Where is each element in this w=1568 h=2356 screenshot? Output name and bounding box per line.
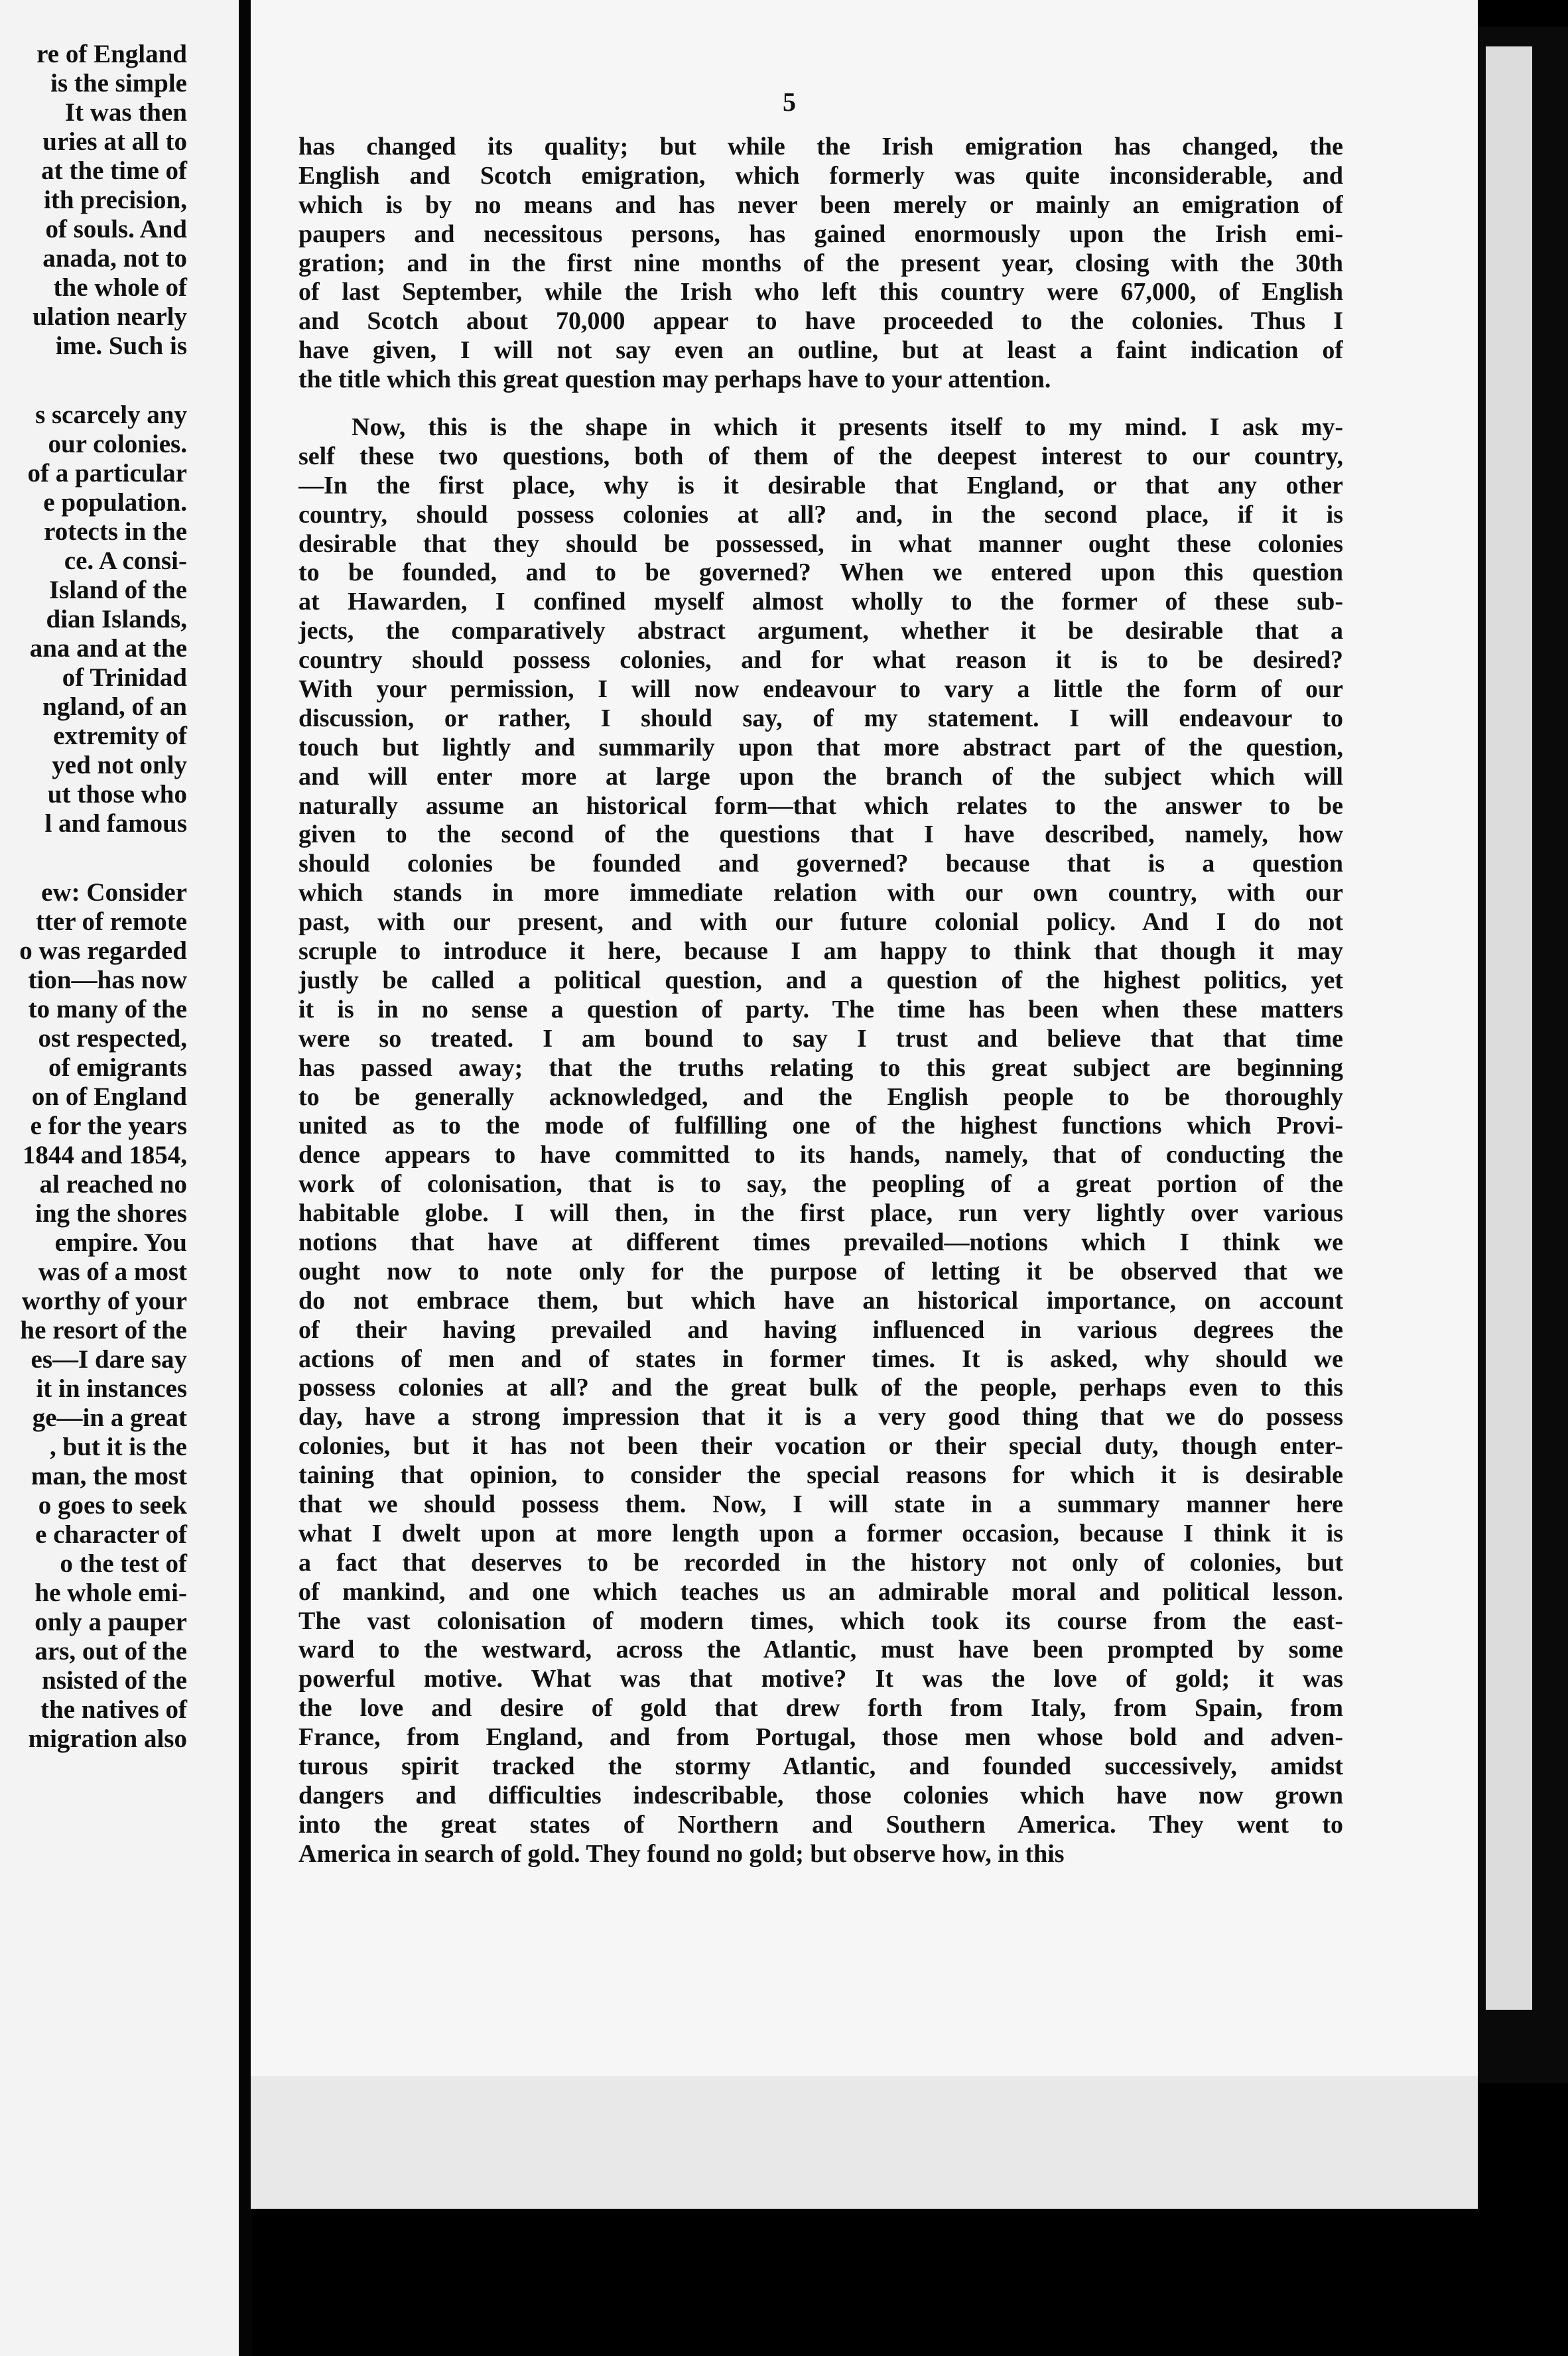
left-page-line: re of England bbox=[36, 40, 187, 68]
text-line: naturally assume an historical form—that which relates to the answer to be bbox=[298, 791, 1343, 820]
text-line: discussion, or rather, I should say, of my statement. I will endeavour to bbox=[298, 704, 1343, 732]
left-page-line: migration also bbox=[28, 1725, 187, 1753]
left-page-line: ngland, of an bbox=[42, 692, 187, 721]
left-page-line: extremity of bbox=[53, 722, 187, 750]
left-page-line: empire. You bbox=[54, 1228, 187, 1257]
left-page-line: al reached no bbox=[39, 1170, 187, 1199]
text-line: ward to the westward, across the Atlantic, must have been prompted by some bbox=[298, 1636, 1343, 1664]
left-page-line: of a particular bbox=[27, 459, 187, 488]
text-line: jects, the comparatively abstract argument, whether it be desirable that a bbox=[298, 617, 1343, 645]
text-line: Now, this is the shape in which it presents itself to my mind. I ask my- bbox=[352, 413, 1343, 442]
left-page-line: to many of the bbox=[28, 995, 187, 1023]
page-bottom-edge bbox=[251, 2076, 1478, 2209]
left-page-line: was of a most bbox=[38, 1258, 187, 1286]
left-page-line: ew: Consider bbox=[41, 878, 187, 907]
left-page-line: only a pauper bbox=[34, 1608, 187, 1636]
left-page-line: o the test of bbox=[60, 1549, 187, 1578]
text-line: a fact that deserves to be recorded in the history not only of colonies, but bbox=[298, 1548, 1343, 1577]
text-line: to be founded, and to be governed? When we entered upon this question bbox=[298, 558, 1343, 587]
left-page-line: ana and at the bbox=[29, 634, 187, 663]
left-page-line: ulation nearly bbox=[33, 302, 187, 331]
left-page-line: ith precision, bbox=[44, 186, 187, 214]
text-line: turous spirit tracked the stormy Atlantic, and founded successively, amidst bbox=[298, 1752, 1343, 1780]
text-line: of last September, while the Irish who left this country were 67,000, of English bbox=[298, 278, 1343, 306]
text-line: do not embrace them, but which have an historical importance, on account bbox=[298, 1286, 1343, 1315]
left-page-line: e character of bbox=[35, 1520, 187, 1549]
text-line: The vast colonisation of modern times, which took its course from the east- bbox=[298, 1606, 1343, 1635]
page-number: 5 bbox=[783, 87, 796, 117]
left-page-line: o goes to seek bbox=[38, 1491, 187, 1520]
right-page-edge bbox=[1486, 46, 1532, 2010]
left-page-line: , but it is the bbox=[50, 1433, 187, 1461]
left-page-line: yed not only bbox=[52, 751, 187, 779]
body-text bbox=[298, 133, 1343, 1869]
text-line: the title which this great question may perhaps have to your attention. bbox=[298, 365, 1051, 394]
left-page-line: 1844 and 1854, bbox=[22, 1141, 187, 1169]
text-line: actions of men and of states in former times. It is asked, why should we bbox=[298, 1344, 1343, 1373]
left-page-line: uries at all to bbox=[42, 127, 187, 156]
text-line: ought now to note only for the purpose of letting it be observed that we bbox=[298, 1257, 1343, 1285]
left-page-line: he resort of the bbox=[20, 1316, 187, 1344]
left-facing-page bbox=[0, 0, 239, 2356]
text-line: day, have a strong impression that it is a very good thing that we do possess bbox=[298, 1403, 1343, 1431]
text-line: has passed away; that the truths relating to this great subject are beginning bbox=[298, 1053, 1343, 1082]
text-line: have given, I will not say even an outline, but at least a faint indication of bbox=[298, 336, 1343, 365]
text-line: past, with our present, and with our future colonial policy. And I do not bbox=[298, 908, 1343, 937]
text-line: justly be called a political question, and a question of the highest politics, yet bbox=[298, 966, 1343, 994]
text-line: touch but lightly and summarily upon that more abstract part of the question, bbox=[298, 733, 1343, 761]
left-page-line: of souls. And bbox=[45, 215, 187, 243]
paragraph bbox=[298, 133, 1343, 395]
text-line: given to the second of the questions that I have described, namely, how bbox=[298, 820, 1343, 849]
text-line: taining that opinion, to consider the special reasons for which it is desirable bbox=[298, 1461, 1343, 1490]
left-page-line: e population. bbox=[43, 488, 187, 517]
left-page-line: dian Islands, bbox=[46, 605, 187, 633]
left-page-line: e for the years bbox=[30, 1112, 187, 1140]
text-line: possess colonies at all? and the great bulk of the people, perhaps even to this bbox=[298, 1374, 1343, 1402]
page-gutter bbox=[239, 0, 252, 2356]
text-line: country, should possess colonies at all? and, in the second place, if it is bbox=[298, 500, 1343, 529]
left-page-line: ing the shores bbox=[35, 1199, 187, 1228]
left-page-line: ars, out of the bbox=[34, 1637, 187, 1666]
left-page-line: is the simple bbox=[50, 69, 187, 98]
text-line: what I dwelt upon at more length upon a former occasion, because I think it is bbox=[298, 1519, 1343, 1547]
left-page-line: es—I dare say bbox=[31, 1345, 187, 1374]
left-page-line bbox=[0, 361, 187, 401]
left-page-line: anada, not to bbox=[42, 244, 187, 273]
left-page-line: ge—in a great bbox=[32, 1404, 187, 1432]
text-line: and Scotch about 70,000 appear to have proceeded to the colonies. Thus I bbox=[298, 307, 1343, 336]
text-line: has changed its quality; but while the Irish emigration has changed, the bbox=[298, 133, 1343, 161]
text-line: united as to the mode of fulfilling one of the highest functions which Provi- bbox=[298, 1112, 1343, 1140]
text-line: dence appears to have committed to its hands, namely, that of conducting the bbox=[298, 1141, 1343, 1169]
text-line: work of colonisation, that is to say, the peopling of a great portion of the bbox=[298, 1170, 1343, 1199]
left-page-line: ce. A consi- bbox=[64, 547, 187, 575]
text-line: of their having prevailed and having influenced in various degrees the bbox=[298, 1315, 1343, 1344]
text-line: dangers and difficulties indescribable, those colonies which have now grown bbox=[298, 1781, 1343, 1809]
text-line: gration; and in the first nine months of the present year, closing with the 30th bbox=[298, 249, 1343, 277]
left-page-line: man, the most bbox=[31, 1462, 187, 1490]
text-line: the love and desire of gold that drew forth from Italy, from Spain, from bbox=[298, 1694, 1343, 1723]
text-line: English and Scotch emigration, which formerly was quite inconsiderable, and bbox=[298, 161, 1343, 190]
text-line: it is in no sense a question of party. The time has been when these matters bbox=[298, 995, 1343, 1023]
text-line: France, from England, and from Portugal, those men whose bold and adven- bbox=[298, 1723, 1343, 1752]
left-page-line: s scarcely any bbox=[35, 401, 187, 429]
text-line: paupers and necessitous persons, has gained enormously upon the Irish emi- bbox=[298, 220, 1343, 248]
text-line: at Hawarden, I confined myself almost wholly to the former of these sub- bbox=[298, 588, 1343, 616]
left-page-line: he whole emi- bbox=[34, 1579, 187, 1607]
text-line: powerful motive. What was that motive? It was the love of gold; it was bbox=[298, 1665, 1343, 1693]
paragraph-gap bbox=[298, 395, 1343, 413]
text-line: —In the first place, why is it desirable that England, or that any other bbox=[298, 471, 1343, 499]
left-page-line: It was then bbox=[64, 98, 187, 127]
text-line: habitable globe. I will then, in the first place, run very lightly over various bbox=[298, 1199, 1343, 1228]
text-line: were so treated. I am bound to say I trust and believe that that time bbox=[298, 1024, 1343, 1053]
left-page-line: it in instances bbox=[36, 1374, 187, 1403]
left-page-line: Island of the bbox=[48, 576, 187, 604]
paragraph bbox=[298, 413, 1343, 1869]
text-line: of mankind, and one which teaches us an admirable moral and political lesson. bbox=[298, 1577, 1343, 1606]
text-line: into the great states of Northern and Southern America. They went to bbox=[298, 1810, 1343, 1839]
text-line: that we should possess them. Now, I will state in a summary manner here bbox=[298, 1490, 1343, 1518]
text-line: which stands in more immediate relation with our own country, with our bbox=[298, 879, 1343, 907]
left-page-line: o was regarded bbox=[19, 937, 187, 965]
left-page-line: l and famous bbox=[44, 809, 187, 838]
text-line: self these two questions, both of them of the deepest interest to our country, bbox=[298, 442, 1343, 470]
left-page-line: at the time of bbox=[41, 157, 187, 185]
left-page-line: our colonies. bbox=[48, 430, 187, 458]
text-line: which is by no means and has never been merely or mainly an emigration of bbox=[298, 190, 1343, 219]
text-line: America in search of gold. They found no gold; but observe how, in this bbox=[298, 1839, 1065, 1868]
text-line: notions that have at different times prevailed—notions which I think we bbox=[298, 1228, 1343, 1256]
left-page-line: of emigrants bbox=[48, 1053, 187, 1082]
left-page-line: of Trinidad bbox=[62, 663, 187, 692]
left-page-line bbox=[0, 838, 187, 878]
left-page-line: ut those who bbox=[47, 780, 187, 809]
left-page-line: nsisted of the bbox=[42, 1666, 187, 1695]
text-line: desirable that they should be possessed, in what manner ought these colonies bbox=[298, 529, 1343, 558]
text-line: scruple to introduce it here, because I am happy to think that though it may bbox=[298, 937, 1343, 966]
left-page-line: rotects in the bbox=[44, 517, 187, 546]
left-page-line: on of England bbox=[31, 1082, 187, 1111]
text-line: and will enter more at large upon the branch of the subject which will bbox=[298, 762, 1343, 791]
left-page-line: ime. Such is bbox=[55, 332, 187, 360]
text-line: country should possess colonies, and for what reason it is to be desired? bbox=[298, 646, 1343, 675]
left-page-line: the natives of bbox=[40, 1695, 187, 1724]
left-page-text bbox=[0, 40, 187, 1754]
text-line: With your permission, I will now endeavour to vary a little the form of our bbox=[298, 675, 1343, 704]
left-page-line: ost respected, bbox=[38, 1024, 187, 1053]
left-page-line: tion—has now bbox=[28, 966, 187, 994]
left-page-line: worthy of your bbox=[21, 1287, 187, 1315]
text-line: should colonies be founded and governed? because that is a question bbox=[298, 850, 1343, 878]
text-line: colonies, but it has not been their vocation or their special duty, though enter- bbox=[298, 1432, 1343, 1461]
text-line: to be generally acknowledged, and the English people to be thoroughly bbox=[298, 1082, 1343, 1111]
left-page-line: the whole of bbox=[53, 273, 187, 302]
left-page-line: tter of remote bbox=[35, 907, 187, 936]
